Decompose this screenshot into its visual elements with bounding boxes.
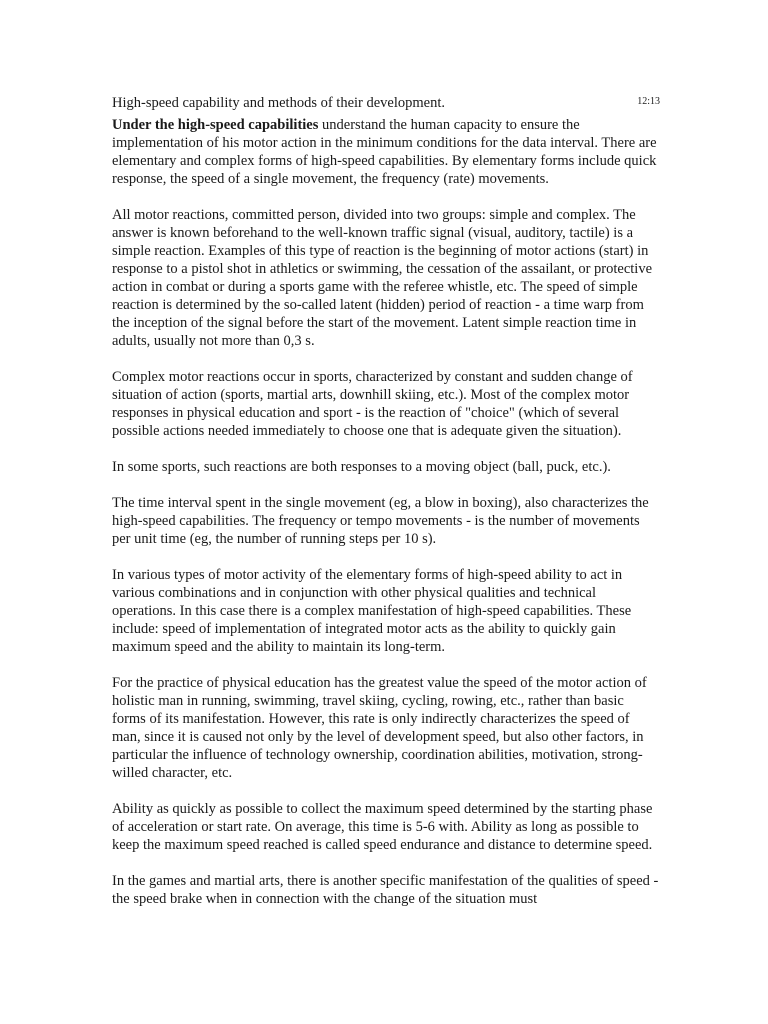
paragraph-6: In various types of motor activity of the elementary forms of high-speed ability to act in various combinations and in conjunction with other physical qualities and technical operations. In this case there is a complex manifestation of high-speed capabilities. These include: speed of implementation of integrated motor acts as the ability to quickly gain maximum speed and the ability to maintain its long-term. bbox=[112, 567, 632, 655]
paragraph-text: understand the human capacity to ensure the implementation of his motor action in the minimum conditions for the data interval. There are elementary and complex forms of high-speed capabilities. By elementary forms include quick response, the speed of a single movement, the frequency (rate) movements. bbox=[112, 117, 657, 187]
document-title: High-speed capability and methods of their development. bbox=[112, 95, 446, 111]
document-body bbox=[112, 116, 660, 908]
paragraph-9: In the games and martial arts, there is another specific manifestation of the qualities of speed - the speed brake when in connection with the change of the situation must bbox=[112, 873, 659, 907]
document-header bbox=[112, 94, 660, 114]
paragraph-3: Complex motor reactions occur in sports, characterized by constant and sudden change of situation of action (sports, martial arts, downhill skiing, etc.). Most of the complex motor responses in physical education and sport - is the reaction of "choice" (which of several possible actions needed immediately to choose one that is adequate given the situation). bbox=[112, 369, 633, 439]
paragraph-7: For the practice of physical education has the greatest value the speed of the motor action of holistic man in running, swimming, travel skiing, cycling, rowing, etc., rather than basic forms of its manifestation. However, this rate is only indirectly characterizes the speed of man, since it is caused not only by the level of development speed, but also other factors, in particular the influence of technology ownership, coordination abilities, motivation, strong-willed character, etc. bbox=[112, 675, 647, 781]
paragraph-2: All motor reactions, committed person, divided into two groups: simple and complex. The answer is known beforehand to the well-known traffic signal (visual, auditory, tactile) is a simple reaction. Examples of this type of reaction is the beginning of motor actions (start) in response to a pistol shot in athletics or swimming, the cessation of the assailant, or protective action in combat or during a sports game with the referee whistle, etc. The speed of simple reaction is determined by the so-called latent (hidden) period of reaction - a time warp from the inception of the signal before the start of the movement. Latent simple reaction time in adults, usually not more than 0,3 s. bbox=[112, 207, 653, 349]
document-page bbox=[112, 0, 660, 1024]
paragraph-1 bbox=[112, 116, 660, 188]
timestamp: 12:13 bbox=[637, 96, 660, 107]
paragraph-8: Ability as quickly as possible to collect the maximum speed determined by the starting phase of acceleration or start rate. On average, this time is 5-6 with. Ability as long as possible to keep the maximum speed reached is called speed endurance and distance to determine speed. bbox=[112, 801, 653, 853]
paragraph-4: In some sports, such reactions are both responses to a moving object (ball, puck, etc.). bbox=[112, 459, 611, 475]
paragraph-lead: Under the high-speed capabilities bbox=[112, 117, 319, 133]
paragraph-5: The time interval spent in the single movement (eg, a blow in boxing), also characterizes the high-speed capabilities. The frequency or tempo movements - is the number of movements per unit time (eg, the number of running steps per 10 s). bbox=[112, 495, 649, 547]
